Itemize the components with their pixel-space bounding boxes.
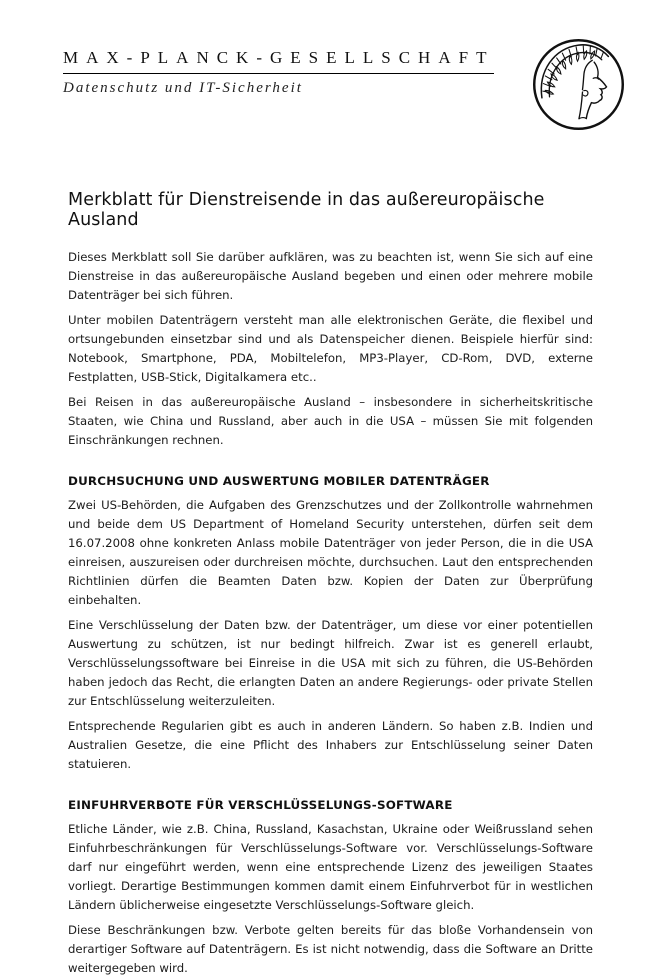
letterhead: [0, 0, 662, 132]
minerva-logo-icon: [531, 37, 626, 132]
section-heading-durchsuchung: DURCHSUCHUNG UND AUSWERTUNG MOBILER DATENTRÄGER: [68, 474, 593, 488]
brand-block: [63, 37, 494, 97]
section-einfuhrverbote: [68, 798, 593, 978]
section-heading-einfuhrverbote: EINFUHRVERBOTE FÜR VERSCHLÜSSELUNGS-SOFTWARE: [68, 798, 593, 812]
intro-paragraph-2: Unter mobilen Datenträgern versteht man alle elektronischen Geräte, die flexibel und ortsungebunden einsetzbar sind und als Datenspeicher dienen. Beispiele hierfür sind: Notebook, Smartphone, PDA, Mobiltelefon, MP3-Player, CD-Rom, DVD, externe Festplatten, USB-Stick, Digitalkamera etc..: [68, 311, 593, 387]
document-title: Merkblatt für Dienstreisende in das außereuropäische Ausland: [68, 190, 593, 230]
mpg-wordmark: MAX-PLANCK-GESELLSCHAFT: [63, 48, 494, 74]
department-subtitle: Datenschutz und IT-Sicherheit: [63, 80, 494, 97]
section-paragraph: Eine Verschlüsselung der Daten bzw. der Datenträger, um diese vor einer potentiellen Auswertung zu schützen, ist nur bedingt hilfreich. Zwar ist es generell erlaubt, Verschlüsselungssoftware bei Einreise in die USA mit sich zu führen, die US-Behörden haben jedoch das Recht, die erlangten Daten an andere Regierungs- oder private Stellen zur Entschlüsselung weiterzuleiten.: [68, 616, 593, 711]
section-paragraph: Diese Beschränkungen bzw. Verbote gelten bereits für das bloße Vorhandensein von derartiger Software auf Datenträgern. Es ist nicht notwendig, dass die Software an Dritte weitergegeben wird.: [68, 921, 593, 978]
section-durchsuchung: [68, 474, 593, 774]
section-paragraph: Etliche Länder, wie z.B. China, Russland, Kasachstan, Ukraine oder Weißrussland sehen Einfuhrbeschränkungen für Verschlüsselungs-Software vor. Verschlüsselungs-Software darf nur eingeführt werden, wenn eine entsprechende Lizenz des jeweiligen Staates vorliegt. Derartige Bestimmungen kommen damit einem Einfuhrverbot für in westlichen Ländern üblicherweise eingesetzte Verschlüsselungs-Software gleich.: [68, 820, 593, 915]
document-body: [0, 190, 662, 978]
section-paragraph: Entsprechende Regularien gibt es auch in anderen Ländern. So haben z.B. Indien und Australien Gesetze, die eine Pflicht des Inhabers zur Entschlüsselung seiner Daten statuieren.: [68, 717, 593, 774]
section-paragraph: Zwei US-Behörden, die Aufgaben des Grenzschutzes und der Zollkontrolle wahrnehmen und beide dem US Department of Homeland Security unterstehen, dürfen seit dem 16.07.2008 ohne konkreten Anlass mobile Datenträger von jeder Person, die in die USA einreisen, auszureisen oder durchreisen möchte, durchsuchen. Laut den entsprechenden Richtlinien dürfen die Beamten Daten bzw. Kopien der Daten zur Überprüfung einbehalten.: [68, 496, 593, 610]
intro-paragraph-1: Dieses Merkblatt soll Sie darüber aufklären, was zu beachten ist, wenn Sie sich auf eine Dienstreise in das außereuropäische Ausland begeben und einen oder mehrere mobile Datenträger bei sich führen.: [68, 248, 593, 305]
intro-paragraph-3: Bei Reisen in das außereuropäische Ausland – insbesondere in sicherheitskritische Staaten, wie China und Russland, aber auch in die USA – müssen Sie mit folgenden Einschränkungen rechnen.: [68, 393, 593, 450]
